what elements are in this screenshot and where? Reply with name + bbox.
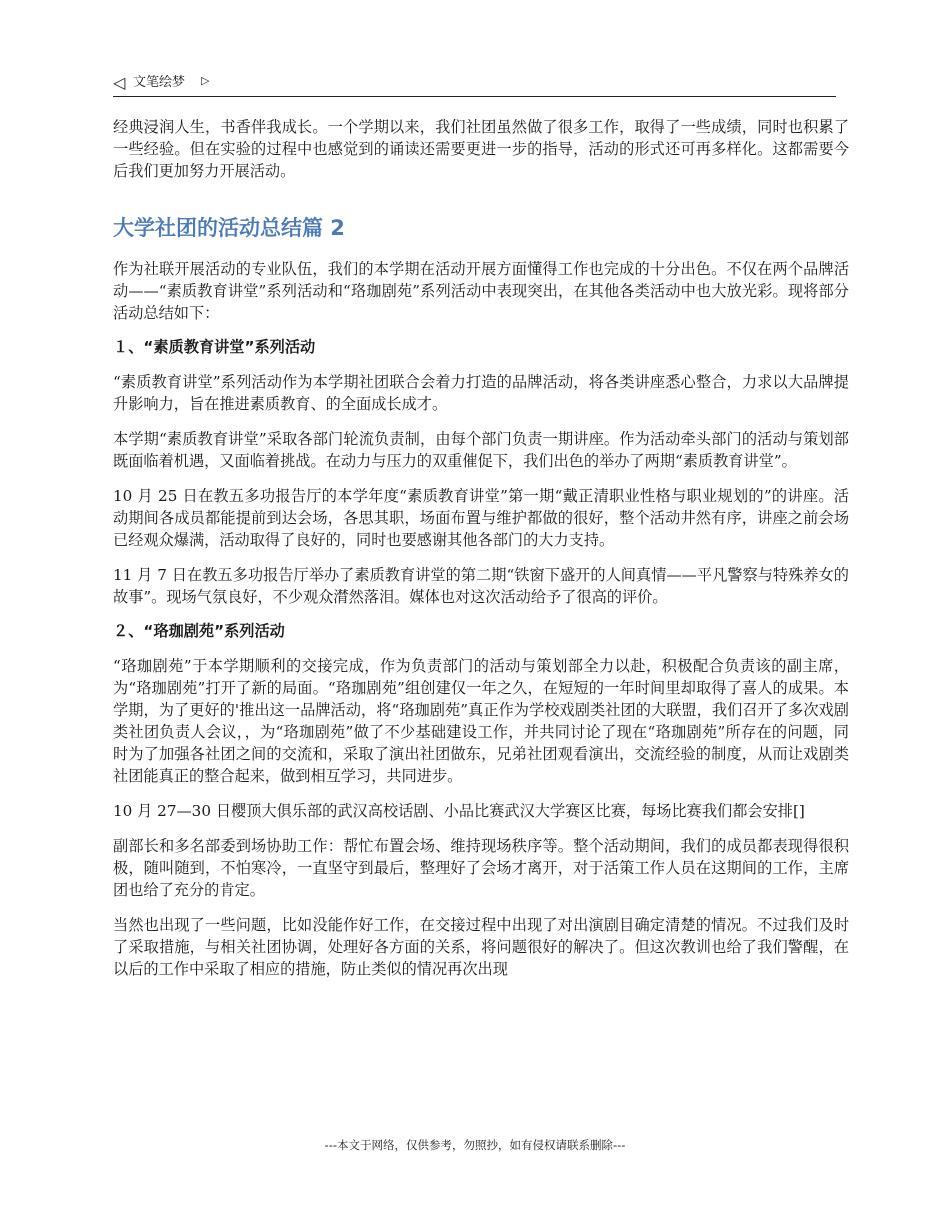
subsection-2-paragraph: 副部长和多名部委到场协助工作：帮忙布置会场、维持现场秩序等。整个活动期间，我们的成员都表现得很积极，随叫随到，不怕寒冷，一直坚守到最后，整理好了会场才离开，对于活策工作人员在这期间的工作，主席团也给了充分的肯定。 bbox=[113, 837, 849, 899]
subsection-1-paragraph: 10 月 25 日在教五多功报告厅的本学年度“素质教育讲堂”第一期“戴正清职业性格与职业规划的”的讲座。活动期间各成员都能提前到达会场，各思其职，场面布置与维护都做的很好，整个活动井然有序，讲座之前会场已经观众爆满，活动取得了良好的，同时也要感谢其他各部门的大力支持。 bbox=[113, 487, 849, 549]
triangle-left-icon: ◁ bbox=[113, 73, 126, 92]
header-brand: 文笔绘梦 bbox=[133, 75, 186, 90]
triangle-right-icon: ▷ bbox=[201, 74, 210, 87]
subsection-1-paragraph: 11 月 7 日在教五多功报告厅举办了素质教育讲堂的第二期“铁窗下盛开的人间真情——平凡警察与特殊养女的故事”。现场气氛良好，不少观众潸然落泪。媒体也对这次活动给予了很高的评价。 bbox=[113, 566, 849, 606]
subsection-title-1: １、“素质教育讲堂”系列活动 bbox=[113, 338, 316, 356]
section-intro-paragraph: 作为社联开展活动的专业队伍，我们的本学期在活动开展方面懂得工作也完成的十分出色。不仅在两个品牌活动——“素质教育讲堂”系列活动和“珞珈剧苑”系列活动中表现突出，在其他各类活动中也大放光彩。现将部分活动总结如下： bbox=[113, 260, 849, 322]
subsection-1-paragraph: “素质教育讲堂”系列活动作为本学期社团联合会着力打造的品牌活动，将各类讲座悉心整合，力求以大品牌提升影响力，旨在推进素质教育、的全面成长成才。 bbox=[113, 373, 849, 413]
subsection-2-paragraph: “珞珈剧苑”于本学期顺利的交接完成，作为负责部门的活动与策划部全力以赴，积极配合负责该的副主席，为“珞珈剧苑”打开了新的局面。“珞珈剧苑”组创建仅一年之久，在短短的一年时间里却取得了喜人的成果。本学期，为了更好的'推出这一品牌活动，将“珞珈剧苑”真正作为学校戏剧类社团的大联盟，我们召开了多次戏剧类社团负责人会议，，为“珞珈剧苑”做了不少基础建设工作，并共同讨论了现在“珞珈剧苑”所存在的问题，同时为了加强各社团之间的交流和，采取了演出社团做东，兄弟社团观看演出，交流经验的制度，从而让戏剧类社团能真正的整合起来，做到相互学习，共同进步。 bbox=[113, 657, 849, 785]
subsection-2-paragraph: 10 月 27—30 日樱顶大俱乐部的武汉高校话剧、小品比赛武汉大学赛区比赛，每场比赛我们都会安排[] bbox=[113, 802, 805, 820]
section-title: 大学社团的活动总结篇 2 bbox=[113, 216, 345, 240]
footer-notice: ---本文于网络，仅供参考，勿照抄，如有侵权请联系删除--- bbox=[324, 1138, 626, 1152]
document-body bbox=[113, 116, 849, 993]
subsection-title-2: ２、“珞珈剧苑”系列活动 bbox=[113, 622, 285, 640]
subsection-1-paragraph: 本学期“素质教育讲堂”采取各部门轮流负责制，由每个部门负责一期讲座。作为活动牵头部门的活动与策划部既面临着机遇，又面临着挑战。在动力与压力的双重催促下，我们出色的举办了两期“素质教育讲堂”。 bbox=[113, 430, 849, 470]
page-header bbox=[113, 72, 836, 97]
intro-paragraph: 经典浸润人生，书香伴我成长。一个学期以来，我们社团虽然做了很多工作，取得了一些成绩，同时也积累了一些经验。但在实验的过程中也感觉到的诵读还需要更进一步的指导，活动的形式还可再多样化。这都需要今后我们更加努力开展活动。 bbox=[113, 118, 849, 180]
subsection-2-paragraph: 当然也出现了一些问题，比如没能作好工作，在交接过程中出现了对出演剧目确定清楚的情况。不过我们及时了采取措施，与相关社团协调，处理好各方面的关系，将问题很好的解决了。但这次教训也给了我们警醒，在以后的工作中采取了相应的措施，防止类似的情况再次出现 bbox=[113, 916, 849, 978]
